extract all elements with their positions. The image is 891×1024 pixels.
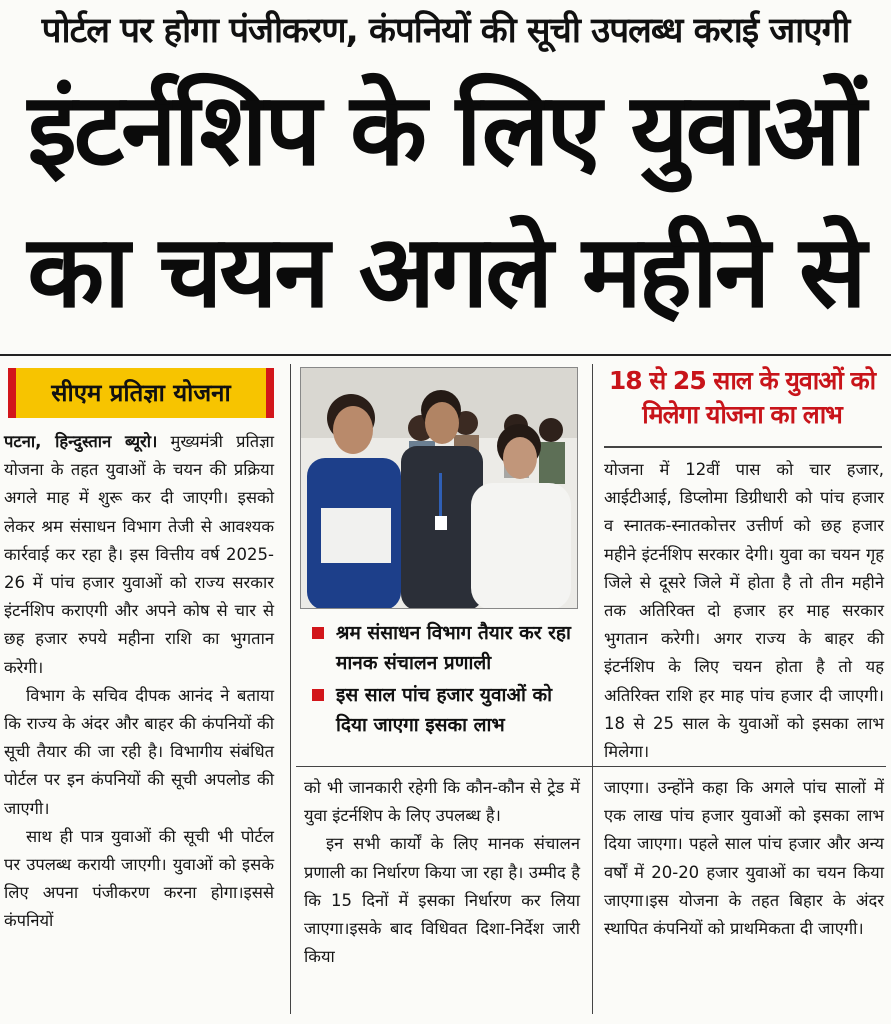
- article-paragraph-6: जाएगा। उन्होंने कहा कि अगले पांच सालों में एक लाख पांच हजार युवाओं को इसका लाभ दिया जाएगा। पहले साल पांच हजार और अन्य वर्षों में 20-20 हजार युवाओं का चयन किया जाएगा।इस योजना के तहत बिहार के अंदर स्थापित कंपनियों को प्राथमिकता दी जाएगी।: [604, 778, 884, 939]
- scheme-badge: सीएम प्रतिज्ञा योजना: [8, 368, 274, 418]
- bullet-square-icon: [312, 627, 324, 639]
- article-paragraph-1: [4, 428, 274, 682]
- highlight-text: श्रम संसाधन विभाग तैयार कर रहा मानक संचालन प्रणाली: [336, 622, 571, 674]
- highlight-item: [306, 618, 578, 678]
- bullet-square-icon: [312, 689, 324, 701]
- highlight-text: इस साल पांच हजार युवाओं को दिया जाएगा इसका लाभ: [336, 684, 552, 736]
- main-headline-line1: इंटर्नशिप के लिए युवाओं: [27, 71, 864, 188]
- article-column-2: [304, 774, 580, 971]
- sidebar-headline: 18 से 25 साल के युवाओं को मिलेगा योजना का लाभ: [608, 366, 876, 429]
- kicker-headline: पोर्टल पर होगा पंजीकरण, कंपनियों की सूची उपलब्ध कराई जाएगी: [41, 11, 850, 51]
- highlights-list: [306, 618, 578, 742]
- dateline: पटना, हिन्दुस्तान ब्यूरो।: [4, 432, 158, 451]
- sidebar-column: [604, 456, 884, 766]
- article-paragraph-4: को भी जानकारी रहेगी कि कौन-कौन से ट्रेड में युवा इंटर्नशिप के लिए उपलब्ध है।: [304, 778, 580, 826]
- sidebar-paragraph: योजना में 12वीं पास को चार हजार, आईटीआई, डिप्लोमा डिग्रीधारी को पांच हजार व स्नातक-स्नातकोत्तर उत्तीर्ण को छह हजार महीने इंटर्नशिप सरकार देगी। युवा का चयन गृह जिले से दूसरे जिले में होता है तो तीन महीने तक अतिरिक्त दो हजार हर माह सरकार भुगतान करेगी। अगर राज्य के बाहर की इंटर्नशिप के लिए चयन होता है तो यह अतिरिक्त राशि हर माह पांच हजार दी जाएगी। 18 से 25 साल के युवाओं को इसका लाभ मिलेगा।: [604, 460, 884, 762]
- section-divider: [296, 766, 886, 767]
- headline-divider: [0, 354, 891, 356]
- article-paragraph-3: साथ ही पात्र युवाओं की सूची भी पोर्टल पर उपलब्ध करायी जाएगी। युवाओं को इसके लिए अपना पंजीकरण करना होगा।इससे कंपनियों: [4, 826, 274, 931]
- main-headline-line2: का चयन अगले महीने से: [27, 213, 864, 330]
- students-photo: [300, 367, 578, 609]
- column-divider: [592, 364, 593, 1014]
- column-divider: [290, 364, 291, 1014]
- article-column-1: [4, 428, 274, 936]
- sidebar-divider: [604, 446, 882, 448]
- article-column-3: [604, 774, 884, 943]
- paragraph-1-text: मुख्यमंत्री प्रतिज्ञा योजना के तहत युवाओं के चयन की प्रक्रिया अगले माह में शुरू कर दी जाएगी। इसको लेकर श्रम संसाधन विभाग तेजी से आवश्यक कार्रवाई कर रहा है। इस वित्तीय वर्ष 2025-26 में पांच हजार युवाओं को राज्य सरकार इंटर्नशिप कराएगी और अपने कोष से चार से छह हजार रुपये महीना राशि का भुगतान करेगी।: [4, 432, 275, 677]
- article-paragraph-2: विभाग के सचिव दीपक आनंद ने बताया कि राज्य के अंदर और बाहर की कंपनियों की सूची तैयार की जा रही है। विभागीय संबंधित पोर्टल पर इन कंपनियों की सूची अपलोड की जाएगी।: [4, 685, 274, 818]
- students-photo-illustration: [301, 368, 578, 609]
- article-paragraph-5: इन सभी कार्यों के लिए मानक संचालन प्रणाली का निर्धारण किया जा रहा है। उम्मीद है कि 15 दिनों में इसका निर्धारण कर लिया जाएगा।इसके बाद विधिवत दिशा-निर्देश जारी किया: [304, 834, 580, 967]
- highlight-item: [306, 680, 578, 740]
